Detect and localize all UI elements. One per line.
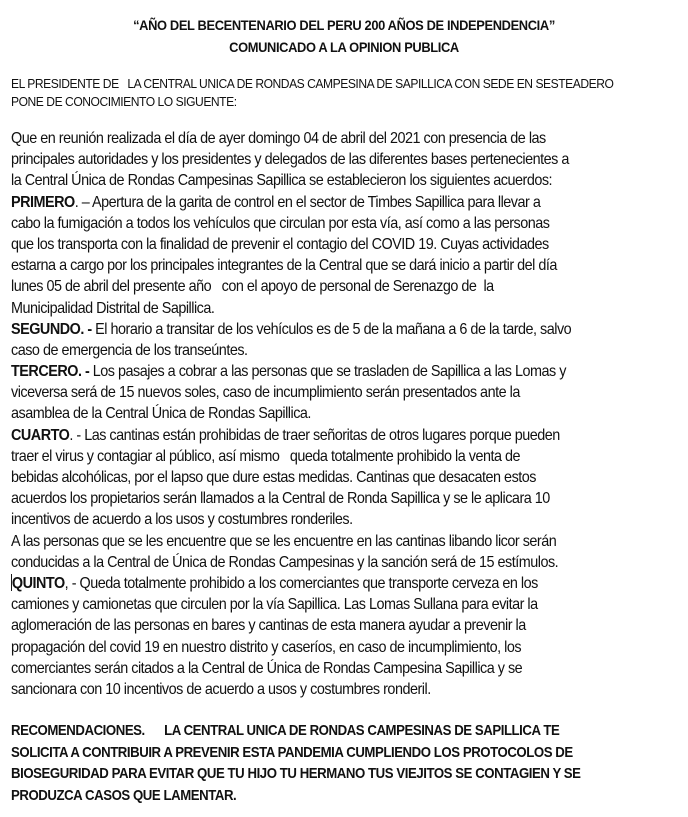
clause-text: , - Queda totalmente prohibido a los comerciantes que transporte cerveza en los <box>64 574 538 592</box>
clause-tercero <box>11 361 659 382</box>
body-line: bebidas alcohólicas, por el lapso que dure estas medidas. Cantinas que desacaten estos <box>11 469 536 486</box>
clause-primero <box>11 192 659 213</box>
body-line: incentivos de acuerdo a los usos y costumbres ronderiles. <box>11 511 353 529</box>
document-body <box>11 128 659 700</box>
body-line: que los transporta con la finalidad de prevenir el contagio del COVID 19. Cuyas actividades <box>11 235 549 253</box>
body-line: camiones y camionetas que circulen por la vía Sapillica. Las Lomas Sullana para evitar la <box>11 596 538 614</box>
body-line: comerciantes serán citados a la Central de Única de Rondas Campesina Sapillica y se <box>11 659 523 677</box>
clause-label: QUINTO <box>11 574 65 592</box>
clause-text: Los pasajes a cobrar a las personas que se trasladen de Sapillica a las Lomas y <box>89 363 566 381</box>
recommendation-line: BIOSEGURIDAD PARA EVITAR QUE TU HIJO TU HERMANO TUS VIEJITOS SE CONTAGIEN Y SE <box>11 765 581 782</box>
clause-label: SEGUNDO. - <box>11 320 92 338</box>
body-line: traer el virus y contagiar al público, así mismo queda totalmente prohibido la venta de <box>11 447 521 465</box>
body-line: estarna a cargo por los principales integrantes de la Central que se dará inicio a partir del día <box>11 257 557 275</box>
body-line: Que en reunión realizada el día de ayer domingo 04 de abril del 2021 con presencia de las <box>11 130 546 147</box>
document-title: “AÑO DEL BECENTENARIO DEL PERU 200 AÑOS DE INDEPENDENCIA” <box>133 17 555 33</box>
intro-line-1: EL PRESIDENTE DE LA CENTRAL UNICA DE RONDAS CAMPESINA DE SAPILLICA CON SEDE EN SESTEADERO <box>11 76 614 91</box>
clause-text: . - Las cantinas están prohibidas de traer señoritas de otros lugares porque pueden <box>69 426 560 444</box>
clause-cuarto <box>11 425 659 446</box>
body-line: lunes 05 de abril del presente año con el apoyo de personal de Serenazgo de la <box>11 278 494 296</box>
recommendation-line: RECOMENDACIONES. LA CENTRAL UNICA DE RONDAS CAMPESINAS DE SAPILLICA TE <box>11 722 560 739</box>
recommendation-line: SOLICITA A CONTRIBUIR A PREVENIR ESTA PANDEMIA CUMPLIENDO LOS PROTOCOLOS DE <box>11 743 573 761</box>
clause-text: El horario a transitar de los vehículos es de 5 de la mañana a 6 de la tarde, salvo <box>91 320 572 338</box>
body-line: asamblea de la Central Única de Rondas Sapillica. <box>11 405 311 423</box>
clause-label: PRIMERO <box>11 193 75 211</box>
clause-segundo <box>11 319 659 340</box>
clause-quinto <box>11 573 659 594</box>
body-line: la Central Única de Rondas Campesinas Sapillica se establecieron los siguientes acuerdos: <box>11 172 553 190</box>
body-line: viceversa será de 15 nuevos soles, caso de incumplimiento serán presentados ante la <box>11 384 520 402</box>
body-line: acuerdos los propietarios serán llamados a la Central de Ronda Sapillica y se le aplicara 10 <box>11 490 550 508</box>
body-line: principales autoridades y los presidentes y delegados de las diferentes bases pertenecientes a <box>11 151 569 169</box>
body-line: A las personas que se les encuentre que se les encuentre en las cantinas libando licor serán <box>11 532 557 550</box>
body-line: propagación del covid 19 en nuestro distrito y caseríos, en caso de incumplimiento, los <box>11 638 522 656</box>
document-subtitle: COMUNICADO A LA OPINION PUBLICA <box>229 39 459 55</box>
intro-line-2: PONE DE CONOCIMIENTO LO SIGUENTE: <box>11 94 237 109</box>
body-line: aglomeración de las personas en bares y cantinas de esta manera ayudar a prevenir la <box>11 617 526 635</box>
clause-text: . – Apertura de la garita de control en el sector de Timbes Sapillica para llevar a <box>74 193 541 211</box>
recommendation-line: PRODUZCA CASOS QUE LAMENTAR. <box>11 786 237 804</box>
clause-label: TERCERO. - <box>11 363 90 381</box>
clause-label: CUARTO <box>11 426 70 444</box>
body-line: sancionara con 10 incentivos de acuerdo a usos y costumbres ronderil. <box>11 680 431 698</box>
body-line: Municipalidad Distrital de Sapillica. <box>11 299 215 317</box>
body-line: conducidas a la Central de Única de Rondas Campesinas y la sanción será de 15 estímulos. <box>11 553 559 571</box>
body-line: cabo la fumigación a todos los vehículos que circulan por esta vía, así como a las personas <box>11 214 550 232</box>
recommendations <box>11 720 662 806</box>
body-line: caso de emergencia de los transeúntes. <box>11 341 248 359</box>
